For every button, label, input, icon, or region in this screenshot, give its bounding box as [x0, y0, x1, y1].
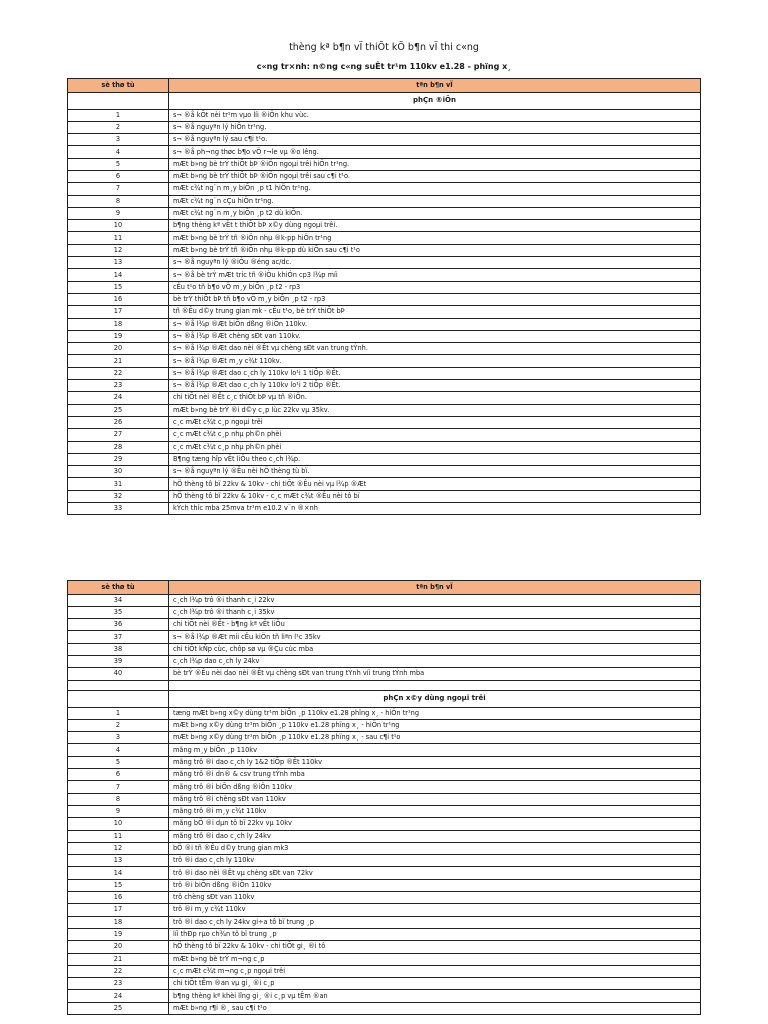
blank-row — [68, 680, 701, 690]
table-row — [68, 879, 701, 891]
row-number: 19 — [68, 330, 169, 342]
row-number: 1 — [68, 109, 169, 121]
drawing-name: mãng trô ®i biÕn dßng ®iÖn 110kv — [169, 781, 701, 793]
row-number: 10 — [68, 220, 169, 232]
table-row — [68, 318, 701, 330]
table-row — [68, 606, 701, 618]
drawing-name: c¸ch l¾p trô ®i thanh c¸i 22kv — [169, 594, 701, 606]
drawing-name: mãng trô ®i m¸y c¾t 110kv — [169, 805, 701, 817]
table-row — [68, 744, 701, 756]
drawing-name: mãng trô ®i chèng sÐt van 110kv — [169, 793, 701, 805]
drawing-name: mÆt b»ng x©y dùng tr¹m biÕn ¸p 110kv e1.28 phïng x¸ - hiÖn tr¹ng — [169, 719, 701, 731]
table-row — [68, 732, 701, 744]
drawing-name: c¸c mÆt c¾t c¸p nhµ ph©n phèi — [169, 441, 701, 453]
drawing-name: chi tiÕt kÑp cùc, chôp sø vµ ®Çu cùc mba — [169, 643, 701, 655]
table-row — [68, 805, 701, 817]
row-number: 2 — [68, 121, 169, 133]
drawing-name: chi tiÕt tÊm ®an vµ gi¸ ®i c¸p — [169, 978, 701, 990]
table-row — [68, 306, 701, 318]
table-row — [68, 978, 701, 990]
row-number: 38 — [68, 643, 169, 655]
section-row — [68, 690, 701, 707]
table-row — [68, 293, 701, 305]
drawing-name: s¬ ®å l¾p ®Æt dao c¸ch ly 110kv lo¹i 2 tiÕp ®Êt. — [169, 380, 701, 392]
drawing-name: bè trÝ thiÕt bÞ tñ b¶o vÖ m¸y biÕn ¸p t2 - rp3 — [169, 293, 701, 305]
table-row — [68, 818, 701, 830]
drawing-name: s¬ ®å nguyªn lý ®Êu nèi hÖ thèng tù bï. — [169, 466, 701, 478]
drawing-name: mÆt c¾t ng¨n m¸y biÕn ¸p t1 hiÖn tr¹ng. — [169, 183, 701, 195]
drawing-name: mãng bÖ ®i dµn tô bï 22kv vµ 10kv — [169, 818, 701, 830]
row-number: 14 — [68, 269, 169, 281]
row-number: 15 — [68, 281, 169, 293]
row-number: 20 — [68, 343, 169, 355]
table-row — [68, 668, 701, 680]
row-number: 22 — [68, 367, 169, 379]
table-row — [68, 965, 701, 977]
row-number: 17 — [68, 306, 169, 318]
row-number: 18 — [68, 318, 169, 330]
table-row — [68, 867, 701, 879]
table-row — [68, 367, 701, 379]
row-number: 25 — [68, 404, 169, 416]
drawing-name: chi tiÕt nèi ®Êt - b¶ng kª vËt liÖu — [169, 619, 701, 631]
drawing-name: B¶ng tæng hîp vËt liÖu theo c¸ch l¾p. — [169, 453, 701, 465]
section-row — [68, 92, 701, 109]
table-row — [68, 842, 701, 854]
drawing-name: s¬ ®å nguyªn lý sau c¶i t¹o. — [169, 134, 701, 146]
drawing-name: trô ®i m¸y c¾t 110kv — [169, 904, 701, 916]
section-title: phÇn ®iÖn — [169, 92, 701, 109]
table-row — [68, 453, 701, 465]
table-row — [68, 756, 701, 768]
table-row — [68, 281, 701, 293]
table-row — [68, 257, 701, 269]
row-number: 13 — [68, 257, 169, 269]
drawing-name: s¬ ®å l¾p ®Æt dao nèi ®Êt vµ chèng sÐt van trung tÝnh. — [169, 343, 701, 355]
table-row — [68, 207, 701, 219]
drawing-name: trô ®i dao c¸ch ly 24kv gi÷a tô bï trung ¸p — [169, 916, 701, 928]
table-row — [68, 416, 701, 428]
row-number: 31 — [68, 478, 169, 490]
drawing-name: s¬ ®å l¾p ®Æt biÕn dßng ®iÖn 110kv. — [169, 318, 701, 330]
table-row — [68, 355, 701, 367]
row-number: 33 — [68, 503, 169, 515]
drawing-name: s¬ ®å nguyªn lý ®iÒu ®éng ac/dc. — [169, 257, 701, 269]
drawing-name: s¬ ®å l¾p ®Æt m¸y c¾t 110kv. — [169, 355, 701, 367]
drawing-name: hÖ thèng tô bï 22kv & 10kv - chi tiÕt ®Êu nèi vµ l¾p ®Æt — [169, 478, 701, 490]
header-no: sè thø tù — [68, 79, 169, 93]
drawing-name: hÖ thèng tô bï 22kv & 10kv - chi tiÕt gi¸ ®i tô — [169, 941, 701, 953]
table-row — [68, 380, 701, 392]
table-row — [68, 109, 701, 121]
row-number: 12 — [68, 244, 169, 256]
table-row — [68, 928, 701, 940]
table-row — [68, 134, 701, 146]
drawing-name: s¬ ®å kÕt nèi tr¹m vµo líi ®iÖn khu vùc. — [169, 109, 701, 121]
row-number: 5 — [68, 756, 169, 768]
drawing-name: cÊu t¹o tñ b¶o vÖ m¸y biÕn ¸p t2 - rp3 — [169, 281, 701, 293]
row-number: 7 — [68, 183, 169, 195]
row-number: 30 — [68, 466, 169, 478]
table-row — [68, 158, 701, 170]
drawing-name: s¬ ®å l¾p ®Æt chèng sÐt van 110kv. — [169, 330, 701, 342]
row-number: 36 — [68, 619, 169, 631]
table-row — [68, 429, 701, 441]
table-row — [68, 916, 701, 928]
table-row — [68, 619, 701, 631]
drawing-name: bÖ ®i tñ ®Êu d©y trung gian mk3 — [169, 842, 701, 854]
drawing-name: c¸c mÆt c¾t m¬ng c¸p ngoµi trêi — [169, 965, 701, 977]
table-row — [68, 830, 701, 842]
row-number: 8 — [68, 793, 169, 805]
row-number: 15 — [68, 879, 169, 891]
table-row — [68, 183, 701, 195]
drawing-name: mÆt b»ng bè trÝ tñ ®iÖn nhµ ®k-pp dù kiÕn sau c¶i t¹o — [169, 244, 701, 256]
row-number: 12 — [68, 842, 169, 854]
drawing-name: s¬ ®å l¾p ®Æt míi cÊu kiÖn tñ liªn l¹c 35kv — [169, 631, 701, 643]
row-number: 13 — [68, 855, 169, 867]
row-number: 28 — [68, 441, 169, 453]
row-number: 1 — [68, 707, 169, 719]
drawing-name: bè trÝ ®Êu nèi dao nèi ®Êt vµ chèng sÐt van trung tÝnh víi trung tÝnh mba — [169, 668, 701, 680]
row-number: 20 — [68, 941, 169, 953]
table-header — [68, 581, 701, 595]
drawing-name: chi tiÕt nèi ®Êt c¸c thiÕt bÞ vµ tñ ®iÖn. — [169, 392, 701, 404]
row-number: 23 — [68, 978, 169, 990]
drawing-list-table-2 — [67, 580, 701, 1015]
section-title: phÇn x©y dùng ngoµi trêi — [169, 690, 701, 707]
table-row — [68, 146, 701, 158]
drawing-name: mÆt b»ng bè trÝ tñ ®iÖn nhµ ®k-pp hiÖn tr¹ng — [169, 232, 701, 244]
row-number: 4 — [68, 146, 169, 158]
row-number: 32 — [68, 490, 169, 502]
drawing-name: mãng m¸y biÕn ¸p 110kv — [169, 744, 701, 756]
row-number: 5 — [68, 158, 169, 170]
row-number: 26 — [68, 416, 169, 428]
table-row — [68, 330, 701, 342]
row-number: 21 — [68, 355, 169, 367]
table-row — [68, 478, 701, 490]
table-row — [68, 195, 701, 207]
drawing-name: mãng trô ®i dao c¸ch ly 1&2 tiÕp ®Êt 110kv — [169, 756, 701, 768]
table-row — [68, 707, 701, 719]
table-row — [68, 244, 701, 256]
row-number: 37 — [68, 631, 169, 643]
table-row — [68, 904, 701, 916]
table-row — [68, 781, 701, 793]
row-number: 40 — [68, 668, 169, 680]
table-row — [68, 466, 701, 478]
table-row — [68, 170, 701, 182]
drawing-name: tæng mÆt b»ng x©y dùng tr¹m biÕn ¸p 110kv e1.28 phïng x¸ - hiÖn tr¹ng — [169, 707, 701, 719]
table-row — [68, 503, 701, 515]
header-name: tªn b¶n vÏ — [169, 581, 701, 595]
row-number: 2 — [68, 719, 169, 731]
table-row — [68, 220, 701, 232]
row-number: 11 — [68, 232, 169, 244]
table-header — [68, 79, 701, 93]
row-number: 19 — [68, 928, 169, 940]
table-row — [68, 892, 701, 904]
table-row — [68, 769, 701, 781]
row-number: 16 — [68, 293, 169, 305]
drawing-name: trô ®i dao c¸ch ly 110kv — [169, 855, 701, 867]
table-row — [68, 941, 701, 953]
row-number: 6 — [68, 769, 169, 781]
header-name: tªn b¶n vÏ — [169, 79, 701, 93]
table-row — [68, 990, 701, 1002]
drawing-name: trô chèng sÐt van 110kv — [169, 892, 701, 904]
table-row — [68, 631, 701, 643]
row-number: 23 — [68, 380, 169, 392]
row-number: 25 — [68, 1002, 169, 1014]
drawing-name: s¬ ®å nguyªn lý hiÖn tr¹ng. — [169, 121, 701, 133]
row-number: 29 — [68, 453, 169, 465]
project-subtitle: c«ng tr×nh: n©ng c«ng suÊt tr¹m 110kv e1.28 - phïng x¸ — [256, 62, 512, 71]
table-row — [68, 1002, 701, 1014]
row-number: 34 — [68, 594, 169, 606]
row-number: 35 — [68, 606, 169, 618]
drawing-name: mÆt c¾t ng¨n m¸y biÕn ¸p t2 dù kiÕn. — [169, 207, 701, 219]
table-row — [68, 269, 701, 281]
table-row — [68, 855, 701, 867]
row-number: 3 — [68, 134, 169, 146]
drawing-name: s¬ ®å ph¬ng thøc b¶o vÖ r¬le vµ ®o lêng. — [169, 146, 701, 158]
table-row — [68, 404, 701, 416]
drawing-name: mÆt b»ng bè trÝ ®i d©y c¸p lùc 22kv vµ 35kv. — [169, 404, 701, 416]
row-number: 7 — [68, 781, 169, 793]
header-no: sè thø tù — [68, 581, 169, 595]
table-row — [68, 643, 701, 655]
drawing-name: mãng trô ®i dn® & csv trung tÝnh mba — [169, 769, 701, 781]
drawing-name: mÆt b»ng r¶i ®¸ sau c¶i t¹o — [169, 1002, 701, 1014]
row-number: 11 — [68, 830, 169, 842]
table-row — [68, 121, 701, 133]
drawing-name: b¶ng thèng kª khèi lîng gi¸ ®i c¸p vµ tÊm ®an — [169, 990, 701, 1002]
drawing-name: mãng trô ®i dao c¸ch ly 24kv — [169, 830, 701, 842]
table-row — [68, 490, 701, 502]
row-number: 21 — [68, 953, 169, 965]
drawing-list-table-1 — [67, 78, 701, 515]
row-number: 39 — [68, 655, 169, 667]
drawing-name: c¸ch l¾p dao c¸ch ly 24kv — [169, 655, 701, 667]
drawing-name: mÆt b»ng bè trÝ thiÕt bÞ ®iÖn ngoµi trêi hiÖn tr¹ng. — [169, 158, 701, 170]
drawing-name: mÆt b»ng x©y dùng tr¹m biÕn ¸p 110kv e1.28 phïng x¸ - sau c¶i t¹o — [169, 732, 701, 744]
table-row — [68, 441, 701, 453]
table-row — [68, 392, 701, 404]
drawing-name: líi thÐp rµo ch¾n tô bï trung ¸p — [169, 928, 701, 940]
row-number: 6 — [68, 170, 169, 182]
drawing-name: kÝch thíc mba 25mva tr¹m e10.2 v¨n ®×nh — [169, 503, 701, 515]
row-number: 4 — [68, 744, 169, 756]
drawing-name: c¸ch l¾p trô ®i thanh c¸i 35kv — [169, 606, 701, 618]
drawing-name: mÆt c¾t ng¨n cÇu hiÖn tr¹ng. — [169, 195, 701, 207]
drawing-name: s¬ ®å l¾p ®Æt dao c¸ch ly 110kv lo¹i 1 tiÕp ®Êt. — [169, 367, 701, 379]
drawing-name: mÆt b»ng bè trÝ thiÕt bÞ ®iÖn ngoµi trêi sau c¶i t¹o. — [169, 170, 701, 182]
table-row — [68, 343, 701, 355]
table-row — [68, 232, 701, 244]
drawing-name: trô ®i dao nèi ®Êt vµ chèng sÐt van 72kv — [169, 867, 701, 879]
drawing-name: b¶ng thèng kª vËt t thiÕt bÞ x©y dùng ngoµi trêi. — [169, 220, 701, 232]
drawing-name: trô ®i biÕn dßng ®iÖn 110kv — [169, 879, 701, 891]
drawing-name: hÖ thèng tô bï 22kv & 10kv - c¸c mÆt c¾t ®Êu nèi tô bï — [169, 490, 701, 502]
drawing-name: c¸c mÆt c¾t c¸p nhµ ph©n phèi — [169, 429, 701, 441]
drawing-name: mÆt b»ng bè trÝ m¬ng c¸p — [169, 953, 701, 965]
row-number: 10 — [68, 818, 169, 830]
table-row — [68, 655, 701, 667]
row-number: 24 — [68, 392, 169, 404]
row-number: 14 — [68, 867, 169, 879]
table-row — [68, 594, 701, 606]
table-row — [68, 793, 701, 805]
row-number: 24 — [68, 990, 169, 1002]
row-number: 9 — [68, 207, 169, 219]
row-number: 18 — [68, 916, 169, 928]
row-number: 3 — [68, 732, 169, 744]
row-number: 17 — [68, 904, 169, 916]
document-title: thèng kª b¶n vÏ thiÕt kÕ b¶n vÏ thi c«ng — [289, 42, 479, 53]
row-number: 22 — [68, 965, 169, 977]
drawing-name: s¬ ®å bè trÝ mÆt tríc tñ ®iÒu khiÓn cp3 l¾p míi — [169, 269, 701, 281]
row-number: 16 — [68, 892, 169, 904]
drawing-name: tñ ®Êu d©y trung gian mk - cÊu t¹o, bè trÝ thiÕt bÞ — [169, 306, 701, 318]
drawing-name: c¸c mÆt c¾t c¸p ngoµi trêi — [169, 416, 701, 428]
row-number: 9 — [68, 805, 169, 817]
table-row — [68, 953, 701, 965]
row-number: 27 — [68, 429, 169, 441]
table-row — [68, 719, 701, 731]
row-number: 8 — [68, 195, 169, 207]
